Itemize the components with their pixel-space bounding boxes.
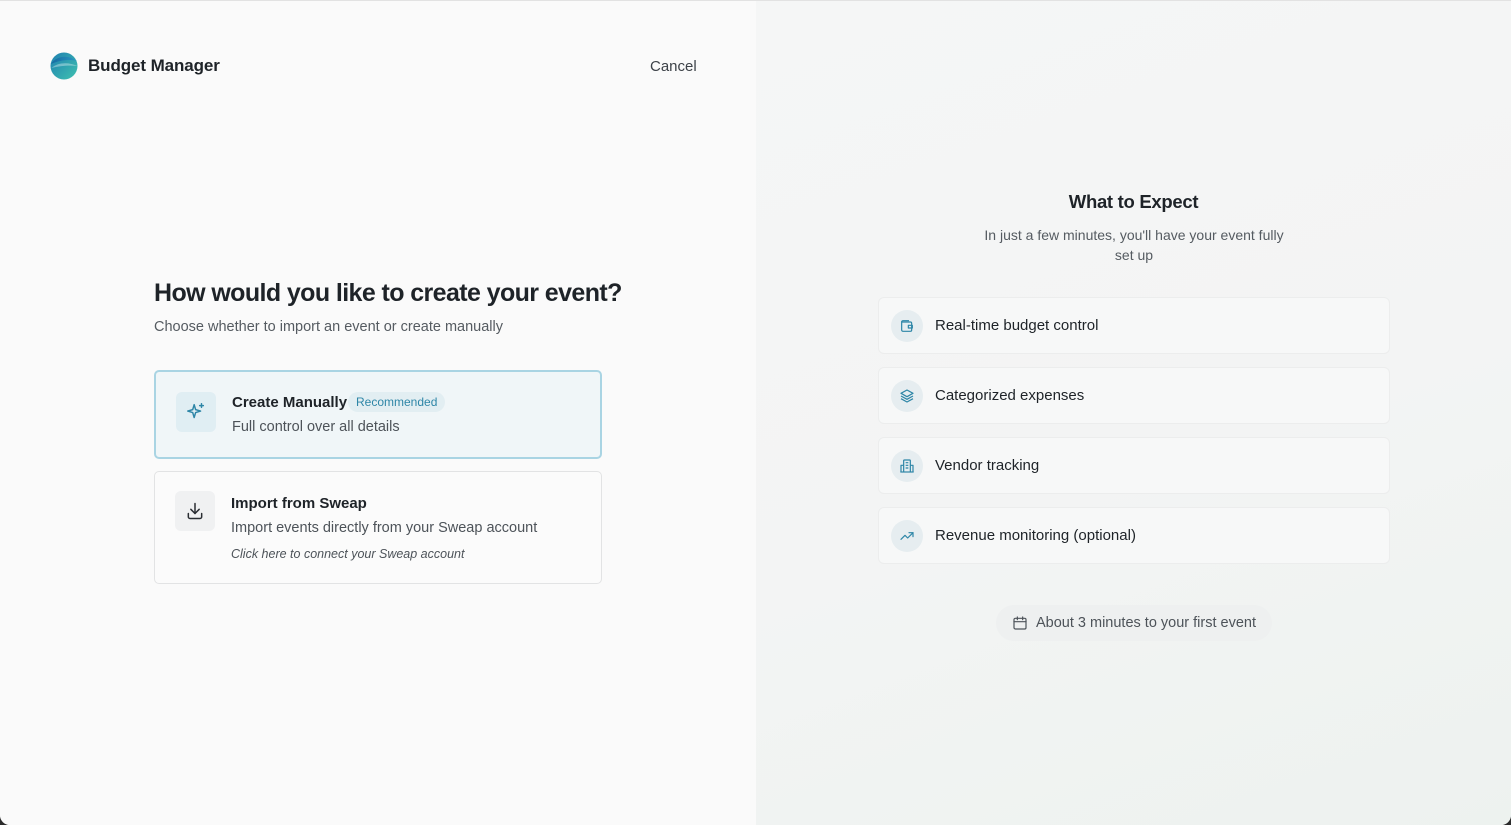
feature-icon-wrap xyxy=(891,520,923,552)
feature-icon-wrap xyxy=(891,450,923,482)
connect-sweap-link[interactable]: Click here to connect your Sweap account xyxy=(231,547,465,561)
feature-label: Categorized expenses xyxy=(935,387,1085,404)
feature-icon-wrap xyxy=(891,380,923,412)
option-create-manually[interactable] xyxy=(154,370,602,459)
trending-up-icon xyxy=(899,528,915,544)
eta-text: About 3 minutes to your first event xyxy=(1035,615,1257,631)
layers-icon xyxy=(899,388,915,404)
calendar-icon xyxy=(1012,615,1028,631)
feature-item xyxy=(878,437,1390,494)
feature-label: Real-time budget control xyxy=(935,317,1099,334)
expect-title: What to Expect xyxy=(1068,191,1199,212)
feature-item xyxy=(878,297,1390,354)
option-icon-wrap xyxy=(175,491,215,531)
brand-name: Budget Manager xyxy=(88,56,220,75)
right-pane xyxy=(756,1,1511,825)
option-title: Import from Sweap xyxy=(231,495,367,512)
feature-label: Revenue monitoring (optional) xyxy=(935,527,1136,544)
download-icon xyxy=(185,501,205,521)
feature-icon-wrap xyxy=(891,310,923,342)
cancel-button[interactable]: Cancel xyxy=(650,58,697,75)
option-title: Create Manually xyxy=(232,394,348,411)
feature-item xyxy=(878,507,1390,564)
page-title: How would you like to create your event? xyxy=(154,279,622,307)
option-import-sweap[interactable] xyxy=(154,471,602,584)
option-description: Full control over all details xyxy=(232,419,400,435)
feature-label: Vendor tracking xyxy=(935,457,1040,474)
left-pane xyxy=(0,1,756,825)
expect-subtitle: In just a few minutes, you'll have your event fully set up xyxy=(984,227,1284,263)
sparkle-icon xyxy=(185,401,207,423)
option-description: Import events directly from your Sweap account xyxy=(231,520,538,536)
feature-item xyxy=(878,367,1390,424)
page-subtitle: Choose whether to import an event or create manually xyxy=(154,319,503,335)
building-icon xyxy=(899,458,915,474)
eta-pill xyxy=(996,605,1272,641)
option-icon-wrap xyxy=(176,392,216,432)
wallet-icon xyxy=(899,318,915,334)
wave-logo-icon xyxy=(50,52,78,80)
brand xyxy=(50,52,220,80)
recommended-badge: Recommended xyxy=(348,392,445,412)
